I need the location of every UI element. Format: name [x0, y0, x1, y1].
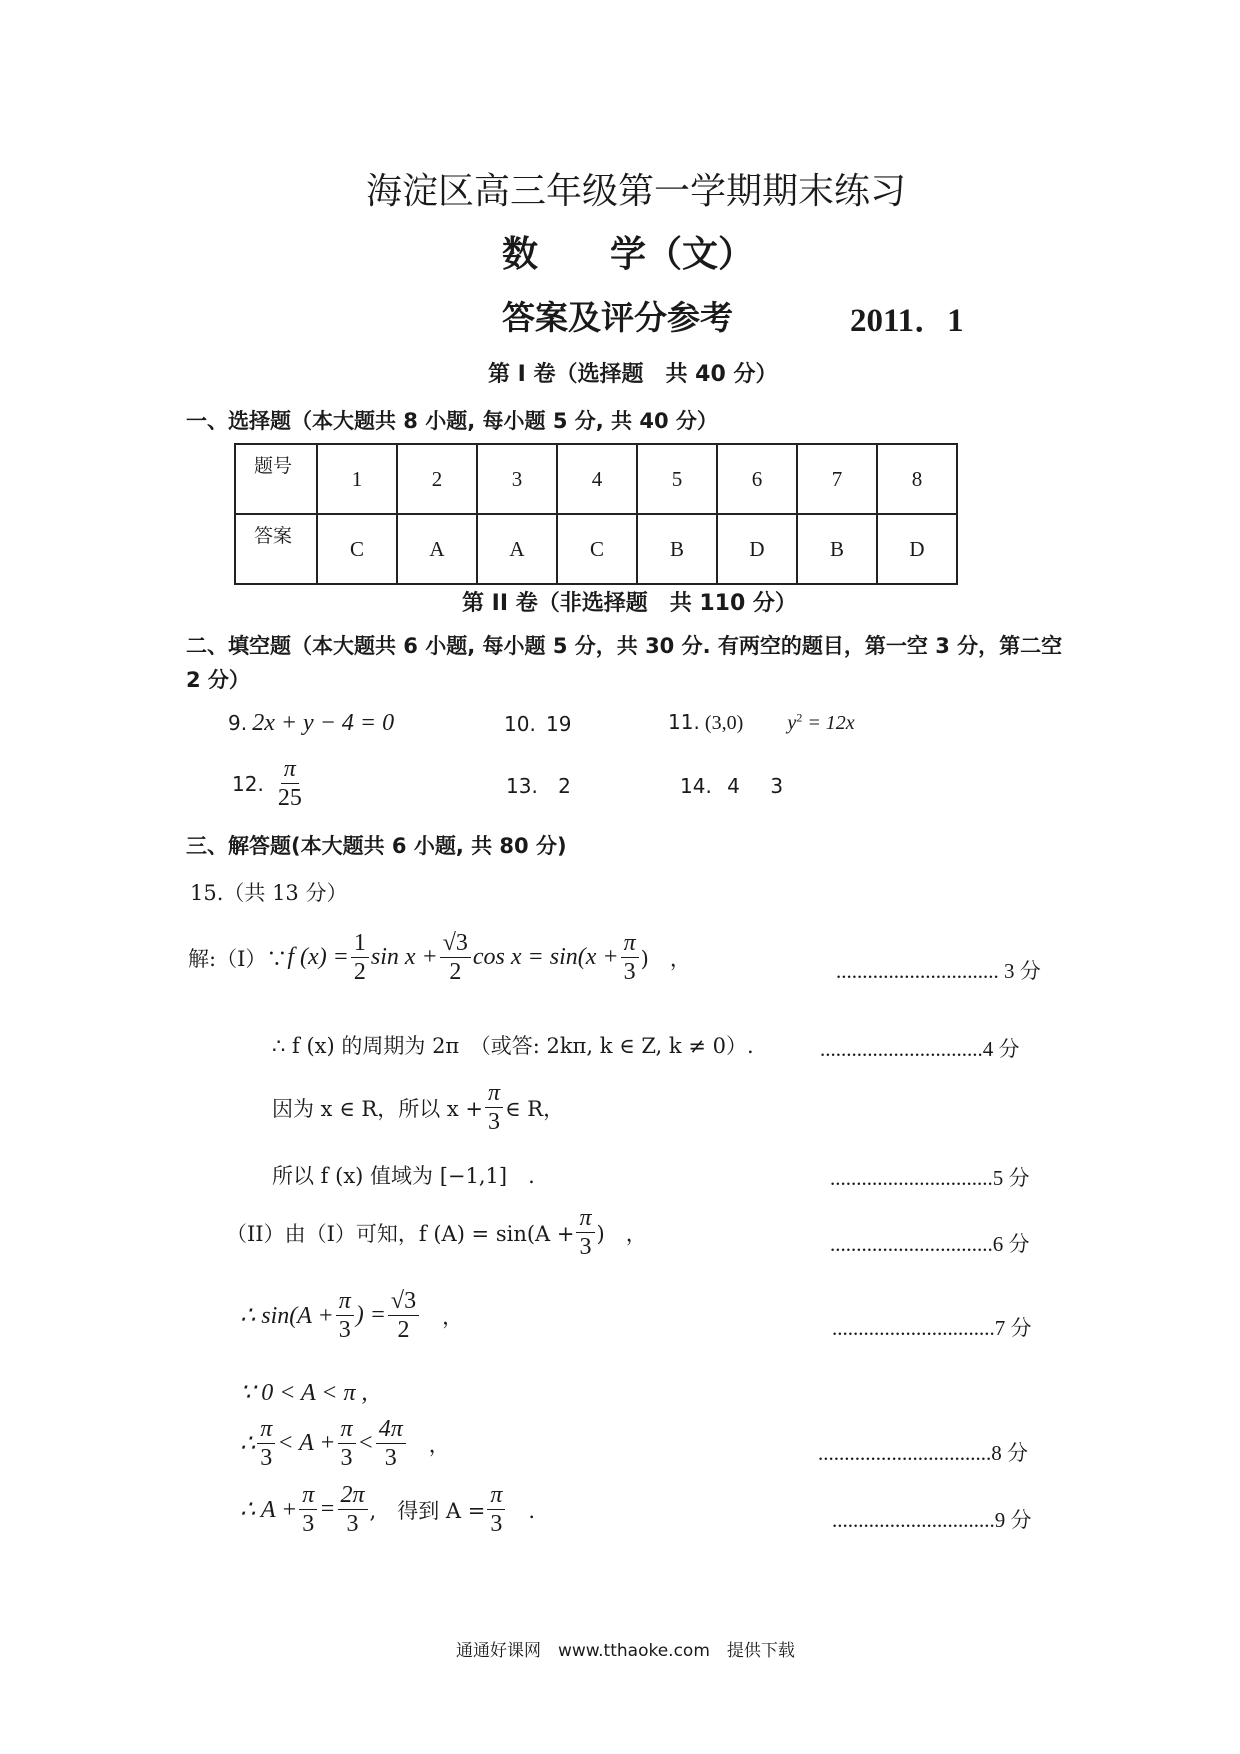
- answer-value: 4: [727, 774, 740, 798]
- question-number: 5: [637, 444, 717, 514]
- math-text: .: [507, 1498, 536, 1523]
- solve-section-title: 三、解答题(本大题共 6 小题, 共 80 分): [186, 834, 567, 858]
- math-text: ∈ R，: [505, 1096, 565, 1121]
- question-number: 8: [877, 444, 957, 514]
- answer-cell: A: [397, 514, 477, 584]
- fraction: $\frac{\pi}{3}$: [336, 1288, 354, 1344]
- answer-key-title: 答案及评分参考: [502, 298, 733, 337]
- math-text: ∴ A +: [240, 1497, 298, 1524]
- question-number: 6: [717, 444, 797, 514]
- answer-cell: C: [557, 514, 637, 584]
- answer-point: (3,0): [704, 712, 744, 734]
- math-text: ∴: [240, 1431, 256, 1458]
- question-number: 3: [477, 444, 557, 514]
- fill-answer-13: [506, 774, 571, 798]
- question-number: 2: [397, 444, 477, 514]
- math-text: f (x) =: [287, 944, 349, 971]
- math-text: ) ，: [640, 946, 691, 971]
- answer-value: 2: [558, 774, 571, 798]
- math-text: 因为 x ∈ R，所以 x +: [272, 1096, 484, 1121]
- fill-in-section-title-cont: 2 分）: [186, 668, 250, 692]
- answer-cell: A: [477, 514, 557, 584]
- fraction: $\frac{√3}{2}$: [440, 930, 471, 986]
- fraction: $\frac{2\pi}{3}$: [338, 1482, 368, 1538]
- answer-cell: B: [637, 514, 717, 584]
- question-number: 7: [797, 444, 877, 514]
- question-label: 11.: [668, 710, 700, 734]
- subject-title: 数 学（文）: [502, 233, 755, 275]
- q15-line-5: [226, 1205, 647, 1261]
- question-15-header: 15.（共 13 分）: [190, 881, 348, 905]
- question-number: 1: [317, 444, 397, 514]
- question-label: 13.: [506, 774, 538, 798]
- fill-answer-11: [668, 710, 855, 735]
- math-text: ) =: [355, 1302, 386, 1329]
- q15-line-3: [272, 1080, 564, 1136]
- q15-line-7: ∵ 0 < A < π ,: [240, 1380, 368, 1406]
- q15-line-9: [240, 1482, 535, 1538]
- row-label-number: 题号: [235, 444, 317, 514]
- score-mark: ...............................5 分: [830, 1166, 1030, 1190]
- fraction: $\frac{√3}{2}$: [388, 1288, 419, 1344]
- answer-cell: C: [317, 514, 397, 584]
- fraction: $\frac{\pi}{25}$: [277, 756, 302, 812]
- math-text: ，: [421, 1304, 464, 1329]
- fraction: $\frac{\pi}{3}$: [576, 1205, 594, 1261]
- q15-line-6: [240, 1288, 463, 1344]
- math-text: < A +: [277, 1430, 336, 1457]
- answer-value: 19: [545, 712, 572, 736]
- score-mark: ...............................7 分: [832, 1316, 1032, 1340]
- fraction: $\frac{4\pi}{3}$: [376, 1416, 406, 1472]
- math-text: sin x +: [370, 944, 438, 971]
- fraction: $\frac{\pi}{3}$: [299, 1482, 317, 1538]
- math-text: <: [357, 1430, 374, 1457]
- score-mark: ...............................4 分: [820, 1037, 1020, 1061]
- fill-answer-14: [680, 774, 783, 798]
- question-number: 4: [557, 444, 637, 514]
- multiple-choice-section-title: 一、选择题（本大题共 8 小题, 每小题 5 分, 共 40 分）: [186, 409, 718, 433]
- math-text: ，: [407, 1432, 450, 1457]
- math-text: ∴ sin(A +: [240, 1303, 334, 1330]
- question-label: 10.: [504, 712, 536, 736]
- answer-value: 3: [770, 774, 784, 798]
- answer-cell: B: [797, 514, 877, 584]
- q15-line-8: [240, 1416, 450, 1472]
- fraction: $\frac{\pi}{3}$: [338, 1416, 356, 1472]
- math-text: ) ，: [596, 1221, 647, 1246]
- question-label: 12.: [232, 771, 264, 796]
- part-2-heading: 第 II 卷（非选择题 共 110 分）: [462, 591, 797, 616]
- math-text: , 得到 A =: [369, 1498, 486, 1523]
- q15-line-2: ∴ f (x) 的周期为 2π （或答: 2kπ, k ∈ Z, k ≠ 0）.: [272, 1034, 754, 1058]
- table-row: [235, 514, 957, 584]
- fill-in-section-title: 二、填空题（本大题共 6 小题, 每小题 5 分，共 30 分. 有两空的题目，第一空 3 分，第二空: [186, 634, 1063, 658]
- fraction: $\frac{\pi}{3}$: [621, 930, 639, 986]
- answer-equation: $y^2 = 12x$: [787, 710, 855, 734]
- fill-answer-12: [232, 756, 304, 812]
- answer-cell: D: [717, 514, 797, 584]
- math-text: （II）由（I）可知，f (A) = sin(A +: [226, 1221, 575, 1246]
- score-mark: .................................8 分: [818, 1441, 1028, 1465]
- q15-line-4: 所以 f (x) 值域为 [−1,1] .: [272, 1164, 535, 1188]
- fill-answer-10: [504, 712, 571, 736]
- answer-cell: D: [877, 514, 957, 584]
- score-mark: ...............................6 分: [830, 1232, 1030, 1256]
- answer-table: [234, 443, 958, 585]
- score-mark: ............................... 3 分: [836, 959, 1041, 983]
- solution-label: 解:（I）∵: [188, 946, 288, 971]
- math-text: =: [319, 1496, 336, 1523]
- fraction: $\frac{\pi}{3}$: [257, 1416, 275, 1472]
- answer-expression: 2x + y − 4 = 0: [252, 710, 395, 736]
- row-label-answer: 答案: [235, 514, 317, 584]
- exam-date: 2011．1: [850, 303, 964, 339]
- document-title: 海淀区高三年级第一学期期末练习: [366, 171, 907, 212]
- q15-line-1: [188, 930, 691, 986]
- part-1-heading: 第 I 卷（选择题 共 40 分）: [488, 362, 778, 387]
- math-text: cos x = sin(x +: [472, 944, 619, 971]
- fraction: $\frac{\pi}{3}$: [487, 1482, 505, 1538]
- question-label: 14.: [680, 774, 712, 798]
- fill-answer-9: [228, 710, 394, 737]
- table-row: [235, 444, 957, 514]
- score-mark: ...............................9 分: [832, 1508, 1032, 1532]
- fraction: $\frac{\pi}{3}$: [485, 1080, 503, 1136]
- fraction: $\frac{1}{2}$: [351, 930, 369, 986]
- page-footer: 通通好课网 www.tthaoke.com 提供下载: [456, 1641, 795, 1661]
- question-label: 9.: [228, 711, 248, 735]
